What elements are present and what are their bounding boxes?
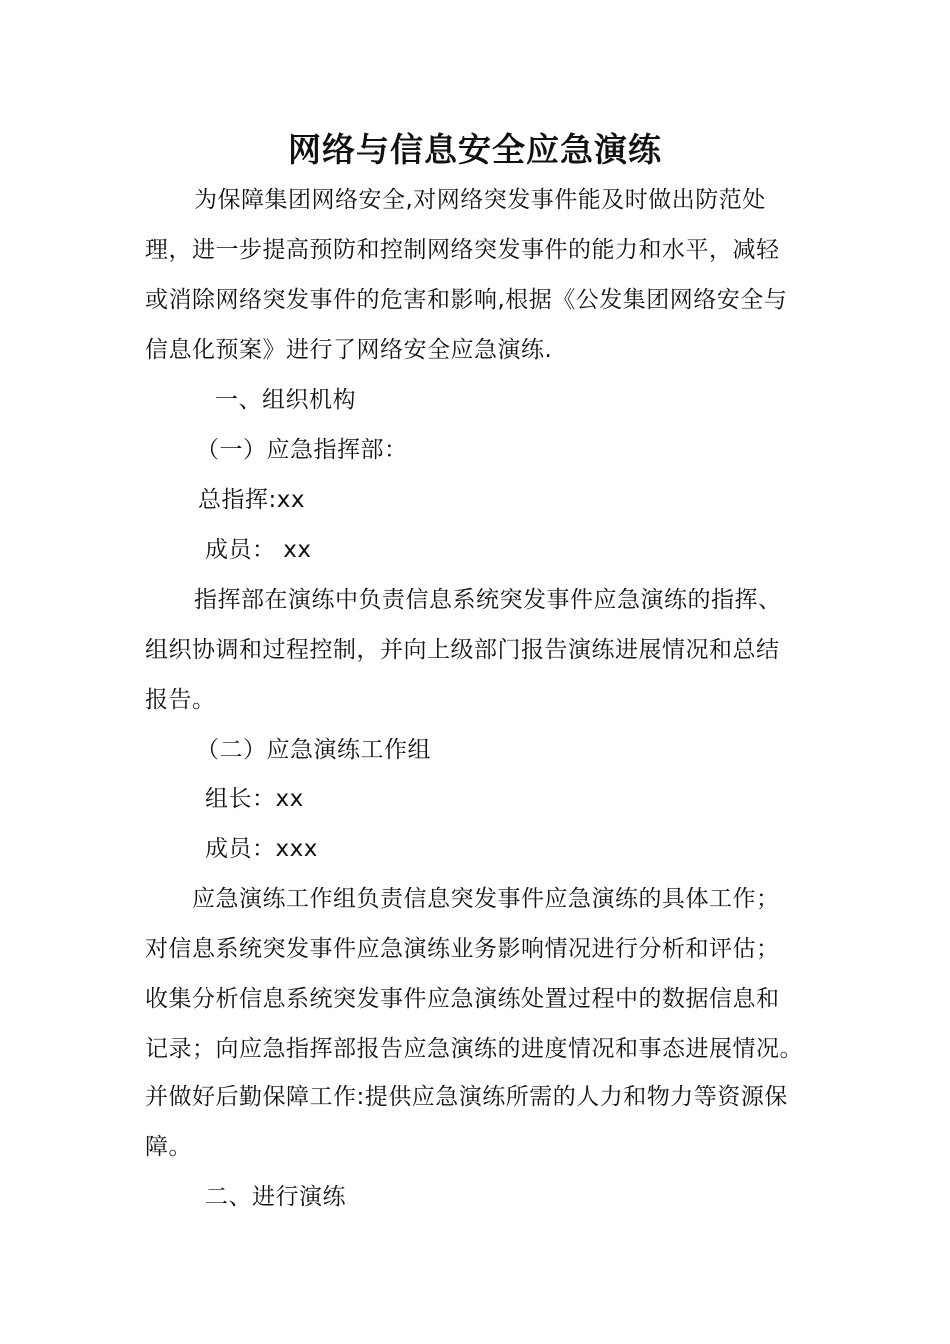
- subsection-1-desc-line-1: 指挥部在演练中负责信息系统突发事件应急演练的指挥、: [194, 587, 782, 613]
- subsection-1-heading: （一）应急指挥部：: [196, 437, 408, 463]
- subsection-2-heading: （二）应急演练工作组: [196, 737, 431, 763]
- members-line-1: 成员： xx: [205, 537, 312, 563]
- document-title: 网络与信息安全应急演练: [288, 130, 662, 169]
- subsection-2-desc-line-1: 应急演练工作组负责信息突发事件应急演练的具体工作；: [192, 886, 780, 912]
- members-line-2: 成员：xxx: [205, 836, 318, 862]
- intro-line-1: 为保障集团网络安全,对网络突发事件能及时做出防范处: [194, 187, 766, 213]
- subsection-2-desc-line-5: 并做好后勤保障工作:提供应急演练所需的人力和物力等资源保: [145, 1084, 788, 1110]
- section-1-heading: 一、组织机构: [215, 387, 356, 413]
- subsection-1-desc-line-2: 组织协调和过程控制，并向上级部门报告演练进展情况和总结: [145, 637, 780, 663]
- leader-line: 组长：xx: [205, 786, 304, 812]
- intro-line-4: 信息化预案》进行了网络安全应急演练.: [145, 337, 553, 363]
- subsection-2-desc-line-2: 对信息系统突发事件应急演练业务影响情况进行分析和评估；: [145, 936, 780, 962]
- section-2-heading: 二、进行演练: [205, 1184, 346, 1210]
- subsection-2-desc-line-6: 障。: [145, 1134, 192, 1160]
- commander-line: 总指挥:xx: [198, 487, 305, 513]
- intro-line-3: 或消除网络突发事件的危害和影响,根据《公发集团网络安全与: [145, 287, 788, 313]
- intro-line-2: 理，进一步提高预防和控制网络突发事件的能力和水平，减轻: [145, 237, 780, 263]
- subsection-1-desc-line-3: 报告。: [145, 687, 216, 713]
- subsection-2-desc-line-3: 收集分析信息系统突发事件应急演练处置过程中的数据信息和: [145, 986, 780, 1012]
- subsection-2-desc-line-4: 记录；向应急指挥部报告应急演练的进度情况和事态进展情况。: [145, 1036, 803, 1062]
